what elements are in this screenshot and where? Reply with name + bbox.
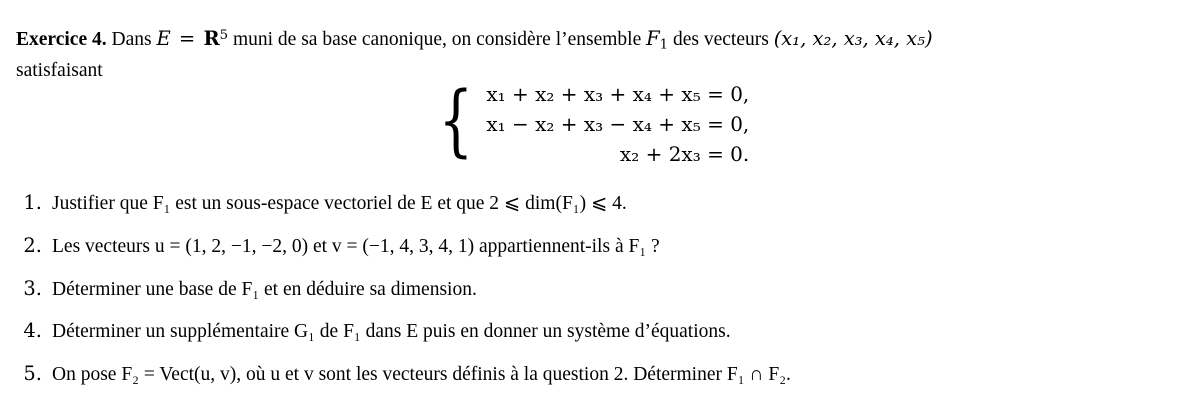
reals-exponent: 5 bbox=[219, 28, 229, 44]
equation-3: x₂ + 2x₃ = 0. bbox=[619, 142, 750, 166]
left-brace-icon: { bbox=[438, 76, 473, 166]
question-text: Déterminer une base de F₁ et en déduire sa dimension. bbox=[52, 278, 477, 300]
list-item bbox=[16, 316, 1166, 346]
symbol-E: E bbox=[156, 27, 171, 50]
equation-2: x₁ − x₂ + x₃ − x₄ + x₅ = 0, bbox=[486, 112, 750, 136]
question-text: On pose F₂ = Vect(u, v), où u et v sont les vecteurs définis à la question 2. Déterminer F₁ ∩ F₂. bbox=[52, 364, 791, 385]
question-number: 1. bbox=[23, 191, 42, 214]
intro-text-part1: Dans bbox=[111, 29, 157, 50]
list-item bbox=[16, 274, 1166, 304]
question-number: 4. bbox=[23, 319, 42, 343]
equals-sign-1: = bbox=[172, 27, 202, 50]
question-list bbox=[16, 188, 1166, 402]
question-number: 3. bbox=[23, 276, 42, 300]
question-number: 2. bbox=[23, 233, 42, 257]
intro-text-part4: satisfaisant bbox=[16, 59, 103, 81]
list-item bbox=[16, 188, 1166, 218]
question-text: Déterminer un supplémentaire G₁ de F₁ dans E puis en donner un système d’équations. bbox=[52, 321, 731, 343]
equation-system bbox=[0, 78, 1180, 166]
intro-text-part2: muni de sa base canonique, on considère l’ensemble bbox=[228, 29, 647, 50]
question-number: 5. bbox=[23, 362, 42, 385]
question-text: Justifier que F₁ est un sous-espace vectoriel de E et que 2 ⩽ dim(F₁) ⩽ 4. bbox=[52, 193, 627, 214]
list-item bbox=[16, 231, 1166, 261]
symbol-F1-intro: $F_1$ bbox=[646, 27, 669, 53]
symbol-reals: $R^5$ bbox=[203, 27, 229, 50]
list-item bbox=[16, 359, 1166, 389]
vector-tuple: (x₁, x₂, x₃, x₄, x₅) bbox=[773, 27, 933, 50]
equation-1: x₁ + x₂ + x₃ + x₄ + x₅ = 0, bbox=[486, 82, 750, 106]
question-text: Les vecteurs u = (1, 2, −1, −2, 0) et v = (−1, 4, 3, 4, 1) appartiennent-ils à F₁ ? bbox=[52, 235, 660, 257]
exercise-intro bbox=[16, 24, 1166, 86]
intro-text-part3: des vecteurs bbox=[668, 29, 774, 50]
exercise-label: Exercice 4. bbox=[16, 29, 107, 50]
